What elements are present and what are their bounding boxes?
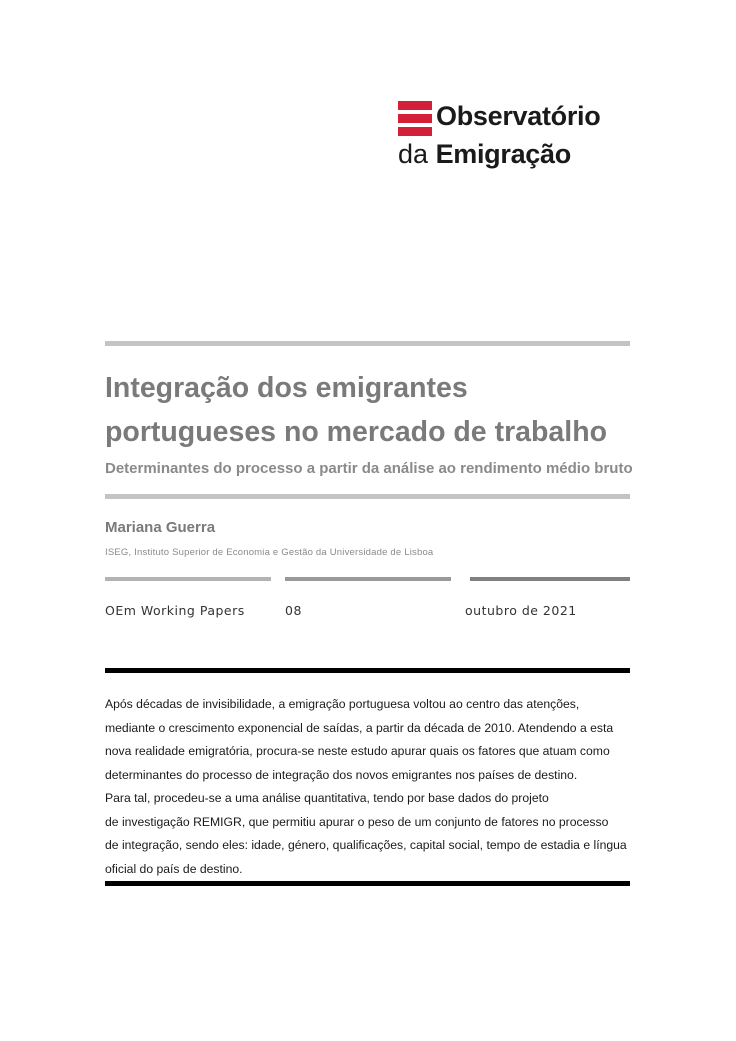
abstract-top-rule — [105, 668, 630, 673]
abstract-bottom-rule — [105, 881, 630, 886]
observatorio-logo — [398, 99, 638, 171]
abstract-line: nova realidade emigratória, procura-se neste estudo apurar quais os fatores que atuam como — [105, 744, 610, 758]
author-name: Mariana Guerra — [105, 519, 216, 536]
abstract-line: Após décadas de invisibilidade, a emigração portuguesa voltou ao centro das atenções, — [105, 697, 580, 711]
logo-text-line1: Observatório — [436, 101, 601, 131]
meta-divider-3 — [470, 577, 630, 581]
abstract-line: oficial do país de destino. — [105, 861, 243, 876]
abstract-line: Para tal, procedeu-se a uma análise quantitativa, tendo por base dados do projeto — [105, 791, 549, 805]
document-title: Integração dos emigrantes portugueses no mercado de trabalho — [105, 372, 608, 448]
document-subtitle: Determinantes do processo a partir da análise ao rendimento médio bruto — [105, 460, 633, 477]
top-divider — [105, 341, 630, 346]
paper-number: 08 — [285, 603, 302, 618]
abstract — [105, 693, 635, 881]
series-name: OEm Working Papers — [105, 603, 245, 618]
logo-text-line2 — [398, 137, 571, 171]
meta-divider-2 — [285, 577, 451, 581]
publication-date: outubro de 2021 — [465, 603, 577, 618]
abstract-line: mediante o crescimento exponencial de saídas, a partir da década de 2010. Atendendo a esta — [105, 720, 614, 735]
meta-divider-1 — [105, 577, 271, 581]
logo-text-prefix: da — [398, 139, 429, 169]
abstract-line: de integração, sendo eles: idade, género, qualificações, capital social, tempo de estadia e língua — [105, 838, 627, 852]
abstract-line: de investigação REMIGR, que permitiu apurar o peso de um conjunto de fatores no processo — [105, 814, 609, 829]
logo-text-main: Emigração — [435, 139, 571, 169]
logo-mark-icon — [398, 101, 432, 140]
abstract-line: determinantes do processo de integração dos novos emigrantes nos países de destino. — [105, 767, 578, 782]
middle-divider — [105, 494, 630, 499]
author-affiliation: ISEG, Instituto Superior de Economia e Gestão da Universidade de Lisboa — [105, 547, 434, 558]
